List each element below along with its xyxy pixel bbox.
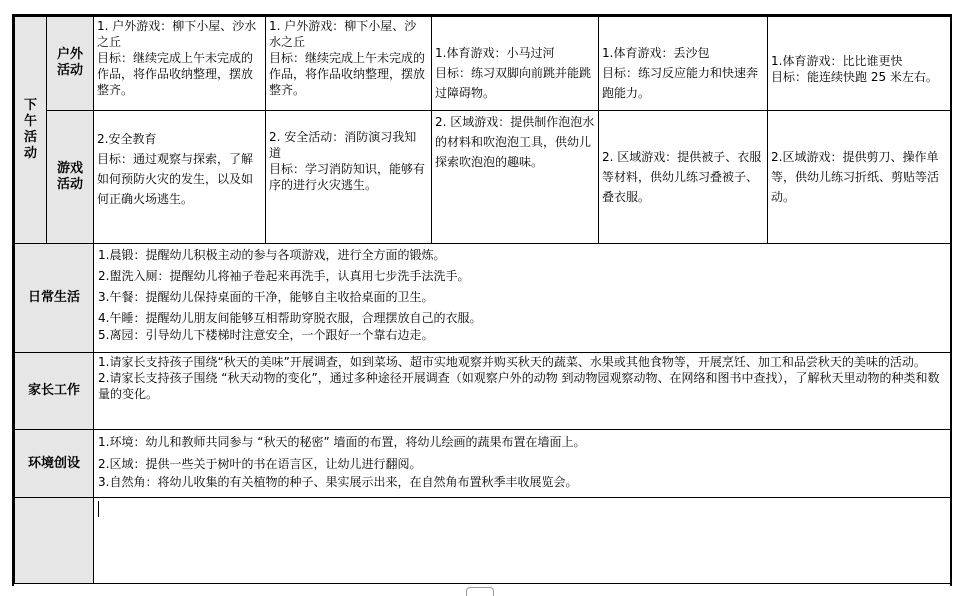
list-item: 1.晨锻：提醒幼儿积极主动的参与各项游戏，进行全方面的锻炼。 — [98, 248, 446, 262]
list-item: 2.盥洗入厕：提醒幼儿将袖子卷起来再洗手，认真用七步洗手法洗手。 — [98, 269, 470, 283]
game-activity-header — [47, 111, 94, 244]
lesson-plan-sheet — [12, 14, 952, 586]
game-cell-2: 2. 安全活动：消防演习我知道 目标：学习消防知识，能够有序的进行火灾逃生。 — [266, 111, 432, 244]
game-activity-label: 游戏活动 — [56, 160, 83, 192]
list-item: 3.午餐：提醒幼儿保持桌面的干净，能够自主收拾桌面的卫生。 — [98, 290, 434, 304]
game-cell-5: 2.区域游戏：提供剪刀、操作单等，供幼儿练习折纸、剪贴等活动。 — [768, 111, 951, 244]
daily-life-content — [94, 244, 951, 353]
environment-label: 环境创设 — [27, 455, 80, 471]
list-item: 3.自然角：将幼儿收集的有关植物的种子、果实展示出来，在自然角布置秋季丰收展览会。 — [98, 475, 578, 489]
environment-row — [15, 430, 951, 498]
outdoor-cell-4: 1.体育游戏：丢沙包 目标：练习反应能力和快速奔跑能力。 — [599, 17, 768, 111]
afternoon-game-row — [15, 111, 951, 244]
list-item: 1.请家长支持孩子围绕“秋天的美味”开展调查，如到菜场、超市实地观察并购买秋天的蔬菜、水果或其他食物等，开展烹饪、加工和品尝秋天的美味的活动。 — [98, 355, 926, 369]
game-cell-3: 2. 区域游戏：提供制作泡泡水的材料和吹泡泡工具，供幼儿探索吹泡泡的趣味。 — [432, 111, 599, 244]
list-item: 2.请家长支持孩子围绕 “秋天动物的变化”，通过多种途径开展调查（如观察户外的动物 到动物园观察动物、在网络和图书中查找），了解秋天里动物的种类和数量的变化。 — [98, 371, 940, 401]
afternoon-outdoor-row — [15, 17, 951, 111]
daily-life-row — [15, 244, 951, 353]
editable-cell[interactable] — [94, 498, 951, 584]
outdoor-cell-3: 1.体育游戏：小马过河 目标：练习双脚向前跳并能跳过障碍物。 — [432, 17, 599, 111]
game-cell-4: 2. 区域游戏：提供被子、衣服等材料，供幼儿练习叠被子、叠衣服。 — [599, 111, 768, 244]
list-item: 1.环境：幼儿和教师共同参与 “秋天的秘密” 墙面的布置，将幼儿绘画的蔬果布置在墙面上。 — [98, 435, 586, 449]
environment-header — [15, 430, 94, 498]
parent-work-header — [15, 353, 94, 430]
parent-work-label: 家长工作 — [27, 383, 80, 398]
game-cell-1: 2.安全教育 目标：通过观察与探索，了解如何预防火灾的发生，以及如何正确火场逃生。 — [94, 111, 266, 244]
environment-content — [94, 430, 951, 498]
blank-header — [15, 498, 94, 584]
lesson-plan-table — [14, 16, 951, 584]
daily-life-header — [15, 244, 94, 353]
parent-work-row — [15, 353, 951, 430]
outdoor-cell-1: 1. 户外游戏：柳下小屋、沙水之丘 目标：继续完成上午未完成的作品，将作品收纳整理，摆放整齐。 — [94, 17, 266, 111]
blank-row — [15, 498, 951, 584]
outdoor-activity-header — [47, 17, 94, 111]
outdoor-cell-5: 1.体育游戏：比比谁更快 目标：能连续快跑 25 米左右。 — [768, 17, 951, 111]
daily-life-label: 日常生活 — [27, 290, 80, 305]
parent-work-content — [94, 353, 951, 430]
text-cursor — [98, 501, 99, 517]
list-item: 4.午睡：提醒幼儿朋友间能够互相帮助穿脱衣服，合理摆放自己的衣服。 — [98, 311, 482, 325]
outdoor-activity-label: 户外活动 — [56, 47, 83, 78]
outdoor-cell-2: 1. 户外游戏：柳下小屋、沙水之丘 目标：继续完成上午未完成的作品，将作品收纳整理，摆放整齐。 — [266, 17, 432, 111]
afternoon-activity-header — [15, 17, 47, 244]
list-item: 2.区域：提供一些关于树叶的书在语言区，让幼儿进行翻阅。 — [98, 457, 422, 471]
afternoon-activity-label: 下午活动 — [23, 98, 37, 161]
list-item: 5.离园：引导幼儿下楼梯时注意安全，一个跟好一个靠右边走。 — [98, 328, 434, 342]
